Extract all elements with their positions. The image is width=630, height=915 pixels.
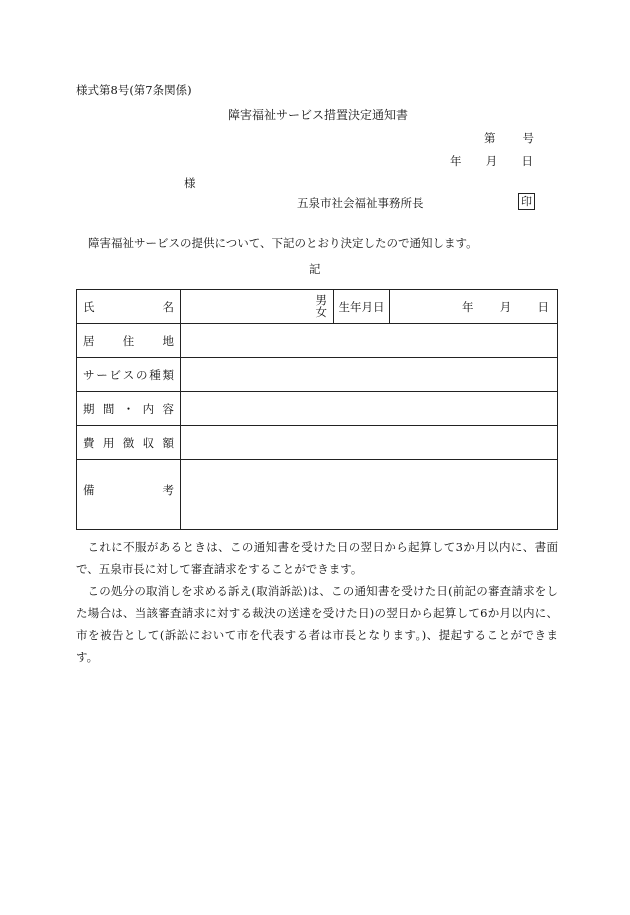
service-label-char: ビ [109, 367, 121, 382]
gender-female: 女 [315, 305, 327, 319]
period-label-char: 容 [162, 401, 174, 416]
ki-label: 記 [309, 262, 321, 276]
document-title: 障害福祉サービス措置決定通知書 [228, 108, 409, 122]
birth-date-month: 月 [499, 299, 512, 314]
fee-label-char: 徴 [122, 435, 135, 450]
fee-label-cell [77, 426, 181, 460]
address-label-char: 居 [83, 333, 95, 348]
address-label-char: 住 [122, 333, 135, 348]
period-label-char: 内 [142, 401, 155, 416]
period-value-cell[interactable] [181, 392, 558, 426]
issue-date-day: 日 [521, 154, 533, 168]
period-label-char: ・ [122, 401, 135, 416]
issue-date [450, 154, 533, 168]
addressee-suffix: 様 [184, 176, 196, 190]
service-row [77, 358, 558, 392]
period-label-cell [77, 392, 181, 426]
form-number: 様式第8号(第7条関係) [76, 83, 192, 97]
name-row [77, 290, 558, 324]
fee-label-char: 収 [142, 435, 155, 450]
address-row [77, 324, 558, 358]
birth-date-day: 日 [537, 299, 549, 314]
name-label-char: 氏 [83, 299, 95, 314]
birth-label-cell [334, 290, 390, 324]
document-number-dai: 第 [484, 131, 496, 145]
gender-male: 男 [315, 293, 327, 307]
birth-date-year: 年 [462, 299, 474, 314]
issue-date-month: 月 [485, 154, 498, 168]
seal-mark: 印 [518, 193, 535, 210]
gender-options [316, 294, 328, 318]
decision-table [76, 289, 558, 530]
fee-value-cell[interactable] [181, 426, 558, 460]
issue-date-year: 年 [450, 154, 462, 168]
lawsuit-note: この処分の取消しを求める訴え(取消訴訟)は、この通知書を受けた日(前記の審査請求をした場合は、当該審査請求に対する裁決の送達を受けた日)の翌日から起算して6か月以内に、市を被告として(訴訟において市を代表する者は市長となります。)、提起することができます。 [76, 584, 558, 664]
remarks-value-cell[interactable] [181, 460, 558, 530]
address-value-cell[interactable] [181, 324, 558, 358]
period-label-char: 期 [83, 401, 95, 416]
name-label-cell [77, 290, 181, 324]
service-label-char: ス [122, 367, 135, 382]
service-label-char: 類 [162, 367, 174, 382]
service-label-char: サ [83, 367, 95, 382]
remarks-label-char: 備 [83, 483, 95, 497]
issuer-name: 五泉市社会福祉事務所長 [297, 196, 424, 210]
name-value-cell[interactable] [181, 290, 334, 324]
fee-row [77, 426, 558, 460]
fee-label-char: 費 [83, 435, 95, 450]
service-value-cell[interactable] [181, 358, 558, 392]
remarks-row [77, 460, 558, 530]
remarks-label-char: 考 [162, 483, 174, 497]
fee-label-char: 額 [162, 435, 174, 450]
address-label-cell [77, 324, 181, 358]
intro-text: 障害福祉サービスの提供について、下記のとおり決定したので通知します。 [88, 236, 478, 250]
birth-label: 生年月日 [338, 299, 385, 314]
document-number-go: 号 [522, 131, 534, 145]
service-label-char: の [136, 367, 148, 382]
appeal-note: これに不服があるときは、この通知書を受けた日の翌日から起算して3か月以内に、書面で、五泉市長に対して審査請求をすることができます。 [76, 540, 558, 576]
service-label-char: 種 [149, 367, 161, 382]
period-row [77, 392, 558, 426]
name-label-char: 名 [162, 299, 174, 314]
address-label-char: 地 [162, 333, 174, 348]
service-label-cell [77, 358, 181, 392]
remarks-label-cell [77, 460, 181, 530]
birth-date-cell[interactable] [390, 290, 558, 324]
document-number [484, 131, 534, 145]
fee-label-char: 用 [102, 435, 115, 450]
period-label-char: 間 [102, 401, 115, 416]
service-label-char: ー [96, 367, 108, 382]
